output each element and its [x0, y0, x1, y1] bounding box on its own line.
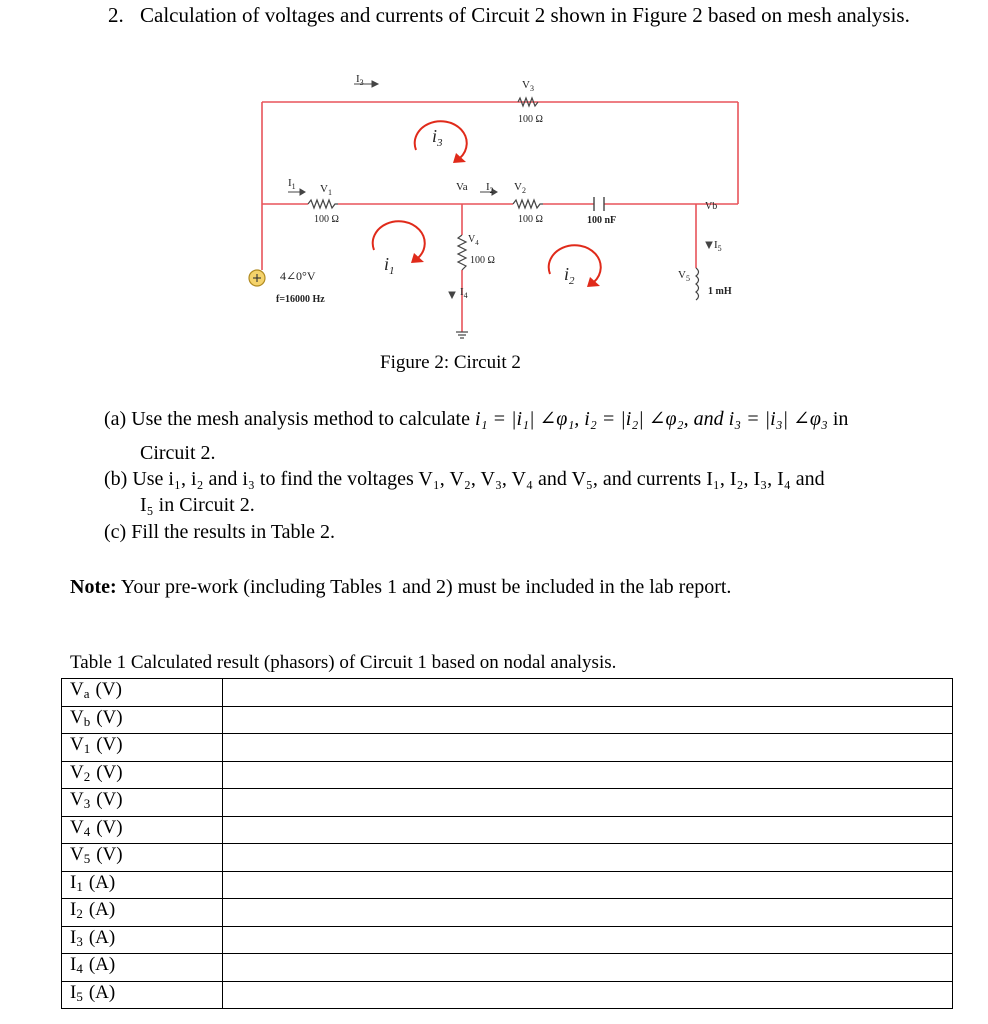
row-label: [62, 679, 223, 707]
row-label: [62, 954, 223, 982]
label-I1: $I_1$: [288, 177, 296, 191]
row-label: [62, 899, 223, 927]
part-a-formula: i₁ = |i₁| ∠φ₁, i₂ = |i₂| ∠φ₂, and i₃ = |i₃| ∠φ₃: [475, 408, 828, 430]
row-subscript: 4: [83, 823, 91, 839]
row-symbol: I: [70, 926, 77, 948]
part-a-suffix: in: [832, 408, 849, 430]
row-symbol: V: [70, 761, 84, 783]
voltage-source: [249, 270, 265, 286]
label-mesh-i1: $i_1$: [384, 254, 395, 277]
note-text: Your pre-work (including Tables 1 and 2) must be included in the lab report.: [120, 576, 732, 598]
label-R3: 100 Ω: [518, 114, 543, 125]
row-label: [62, 816, 223, 844]
row-subscript: 1: [83, 741, 91, 757]
arrow-i3-head: [372, 81, 378, 87]
table-row: [62, 844, 953, 872]
row-symbol: I: [70, 954, 77, 976]
row-unit: (A): [88, 871, 116, 893]
figure-caption: Figure 2: Circuit 2: [380, 352, 521, 373]
row-subscript: 2: [83, 768, 91, 784]
label-I2: $I_2$: [486, 181, 494, 195]
row-unit: (V): [96, 816, 123, 838]
row-symbol: V: [70, 789, 84, 811]
label-mesh-i3: $i_3$: [432, 126, 443, 149]
label-R4: 100 Ω: [470, 255, 495, 266]
label-L: 1 mH: [708, 286, 732, 297]
label-V3: $V_3$: [522, 79, 534, 93]
row-label: [62, 926, 223, 954]
label-source-frequency: f=16000 Hz: [276, 294, 325, 305]
row-value-cell[interactable]: [223, 899, 953, 927]
row-value-cell[interactable]: [223, 844, 953, 872]
row-subscript: a: [83, 686, 90, 702]
row-subscript: 1: [76, 878, 83, 894]
row-symbol: I: [70, 899, 77, 921]
label-V5: $V_5$: [678, 269, 690, 283]
table-row: [62, 789, 953, 817]
row-label: [62, 706, 223, 734]
table-caption: Table 1 Calculated result (phasors) of Circuit 1 based on nodal analysis.: [70, 652, 617, 673]
row-label: [62, 844, 223, 872]
row-value-cell[interactable]: [223, 734, 953, 762]
arrow-i4-head: [449, 292, 455, 298]
row-symbol: V: [70, 844, 84, 866]
row-subscript: 3: [83, 796, 91, 812]
row-value-cell[interactable]: [223, 871, 953, 899]
table-row: [62, 954, 953, 982]
arrow-i5-head: [706, 242, 712, 248]
row-value-cell[interactable]: [223, 926, 953, 954]
resistor-r1: [308, 200, 338, 208]
part-b: [104, 466, 964, 492]
question-text: Calculation of voltages and currents of Circuit 2 shown in Figure 2 based on mesh analysis.: [140, 3, 910, 27]
row-value-cell[interactable]: [223, 679, 953, 707]
circuit-diagram: [248, 70, 748, 350]
row-label: [62, 981, 223, 1009]
table-row: [62, 679, 953, 707]
label-C: 100 nF: [587, 215, 617, 226]
label-mesh-i2: $i_2$: [564, 264, 575, 287]
part-b-text: Use i₁, i₂ and i₃ to find the voltages V₁, V₂, V₃, V₄ and V₅, and currents I₁, I₂, I₃, I₄ and: [132, 468, 825, 490]
row-value-cell[interactable]: [223, 954, 953, 982]
row-value-cell[interactable]: [223, 981, 953, 1009]
row-unit: (A): [88, 899, 116, 921]
row-unit: (A): [88, 954, 116, 976]
row-label: [62, 789, 223, 817]
row-subscript: 2: [76, 906, 83, 922]
label-V1: $V_1$: [320, 183, 332, 197]
row-unit: (V): [95, 679, 122, 701]
row-subscript: b: [83, 713, 91, 729]
row-symbol: I: [70, 871, 77, 893]
label-R1: 100 Ω: [314, 214, 339, 225]
label-I5: $I_5$: [714, 239, 722, 253]
row-unit: (V): [96, 706, 123, 728]
part-a: [104, 406, 848, 432]
note-label: Note:: [70, 576, 117, 598]
part-a-line2: Circuit 2.: [140, 442, 216, 464]
part-c-text: Fill the results in Table 2.: [131, 521, 335, 543]
row-unit: (V): [96, 844, 123, 866]
row-subscript: 3: [76, 933, 83, 949]
inductor-l: [696, 268, 699, 300]
capacitor-c: [594, 197, 604, 211]
part-c-prefix: (c): [104, 521, 127, 543]
label-V4: $V_4$: [468, 234, 479, 247]
label-Va: Va: [456, 181, 468, 193]
table-row: [62, 761, 953, 789]
label-V2: $V_2$: [514, 181, 526, 195]
table-row: [62, 816, 953, 844]
row-symbol: V: [70, 706, 84, 728]
row-label: [62, 871, 223, 899]
label-I3: $I_3$: [356, 73, 364, 87]
row-symbol: V: [70, 679, 84, 701]
row-subscript: 5: [83, 851, 91, 867]
table-row: [62, 734, 953, 762]
table-row: [62, 926, 953, 954]
mesh-arrow-i1: [373, 221, 425, 258]
part-b-prefix: (b): [104, 468, 128, 490]
table-row: [62, 871, 953, 899]
row-unit: (A): [88, 981, 116, 1003]
label-R2: 100 Ω: [518, 214, 543, 225]
row-subscript: 4: [76, 961, 83, 977]
row-unit: (V): [96, 734, 123, 756]
results-table: [61, 678, 953, 1009]
resistor-r4: [458, 235, 466, 270]
arrow-i1-head: [300, 189, 305, 195]
note: [70, 576, 731, 599]
mesh-arrow-i2: [549, 245, 601, 282]
row-unit: (V): [96, 761, 123, 783]
row-label: [62, 761, 223, 789]
row-value-cell[interactable]: [223, 816, 953, 844]
row-symbol: I: [70, 981, 77, 1003]
part-b-line2: I₅ in Circuit 2.: [140, 494, 255, 516]
row-unit: (V): [96, 789, 123, 811]
row-symbol: V: [70, 816, 84, 838]
question-number: 2.: [108, 3, 124, 27]
table-row: [62, 706, 953, 734]
row-label: [62, 734, 223, 762]
label-Vb: Vb: [705, 201, 718, 212]
resistor-r2: [513, 200, 543, 208]
row-symbol: V: [70, 734, 84, 756]
row-value-cell[interactable]: [223, 706, 953, 734]
row-unit: (A): [88, 926, 116, 948]
part-a-prefix: (a): [104, 408, 127, 430]
row-subscript: 5: [76, 988, 83, 1004]
row-value-cell[interactable]: [223, 761, 953, 789]
part-c: [104, 519, 335, 545]
ground-symbol: [456, 332, 468, 338]
label-source-magnitude: 4∠0°V: [280, 269, 316, 283]
part-a-text: Use the mesh analysis method to calculate: [131, 408, 470, 430]
table-row: [62, 899, 953, 927]
table-row: [62, 981, 953, 1009]
row-value-cell[interactable]: [223, 789, 953, 817]
label-I4: $I_4$: [460, 286, 468, 300]
